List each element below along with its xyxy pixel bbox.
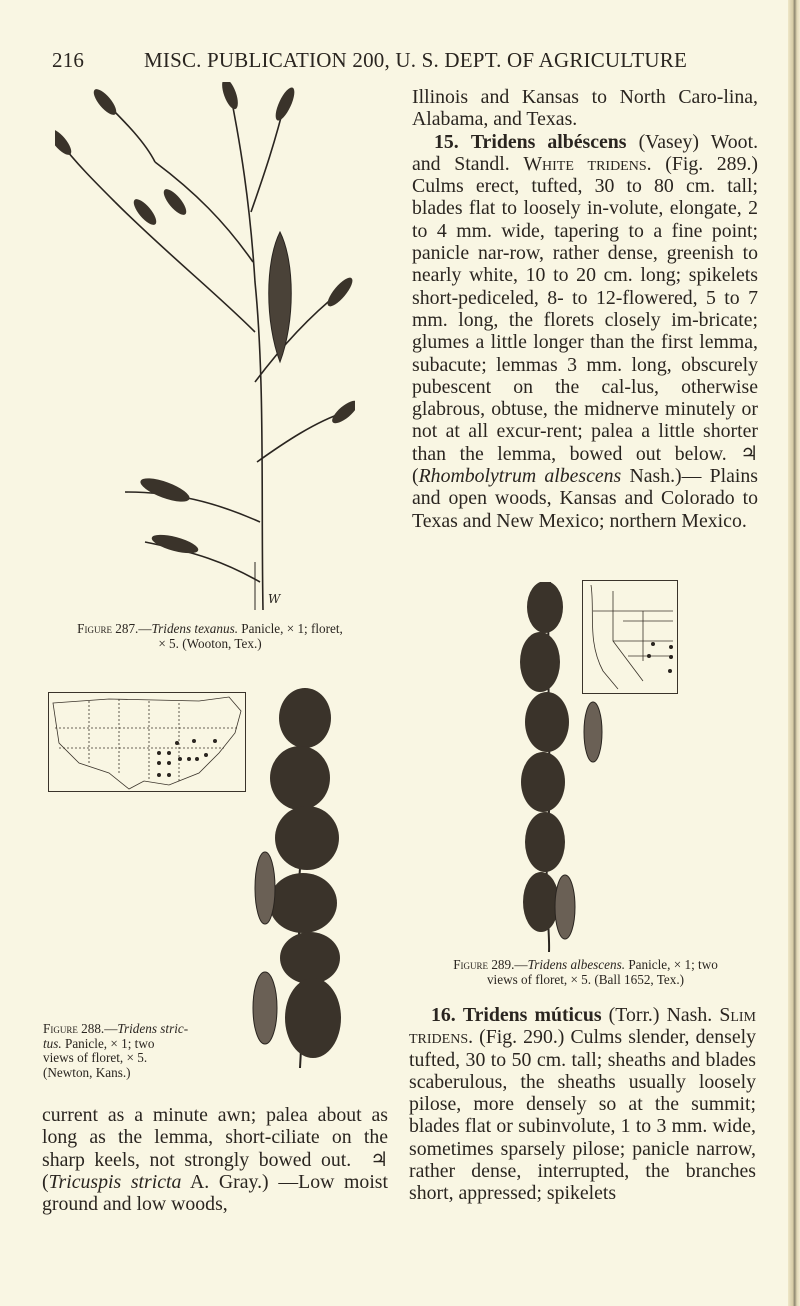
- page-number: 216: [52, 48, 85, 72]
- left-column-text: current as a minute awn; palea about as long as the lemma, short-ciliate on the sharp keels, not strongly bowed out. ♃ (Tricuspis stricta A. Gray.) —Low moist ground and low woods,: [42, 1104, 389, 1216]
- common-name: White tridens.: [523, 152, 652, 175]
- perennial-symbol: ♃: [740, 442, 758, 465]
- species-name: Tridens múticus: [462, 1004, 602, 1026]
- running-title: MISC. PUBLICATION 200, U. S. DEPT. OF AGRICULTURE: [144, 48, 688, 72]
- grass-panicle-drawing-icon: [55, 82, 355, 612]
- right-column-text-top: [412, 86, 758, 532]
- figure-289-distribution-map: [582, 580, 678, 694]
- species-16-entry: 16. Tridens múticus (Torr.) Nash. Slim tridens. (Fig. 290.) Culms slender, densely tufted, 30 to 50 cm. tall; sheaths and blades scaberulous, the sheaths usually loosely pilose, more densely so at the summit; blades flat or subinvolute, 1 to 3 mm. wide, sometimes sparsely pilose; panicle narrow, rather dense, interrupted, the branches short, appressed; spikelets: [409, 1004, 757, 1205]
- common-name: Slim tridens.: [409, 1004, 757, 1049]
- figure-287-illustration: [55, 82, 355, 612]
- figure-287-caption: Figure 287.—Tridens texanus. Panicle, × 1; floret, × 5. (Wooton, Tex.): [77, 621, 343, 651]
- figure-288-distribution-map: [48, 692, 246, 792]
- perennial-symbol: ♃: [370, 1148, 388, 1171]
- us-map-icon: [49, 693, 245, 791]
- figure-288-caption: Figure 288.—Tridens stric- tus. Panicle, × 1; two views of floret, × 5. (Newton, Kans.): [43, 1021, 189, 1080]
- western-us-map-icon: [583, 581, 677, 693]
- continuation-text: Illinois and Kansas to North Caro-lina, Alabama, and Texas.: [412, 86, 758, 131]
- figure-288-illustration: [225, 688, 365, 1070]
- species-name: Tridens albéscens: [470, 130, 627, 153]
- species-15-entry: 15. Tridens albéscens (Vasey) Woot. and Standl. White tridens. (Fig. 289.) Culms erect, tufted, 30 to 80 cm. tall; blades flat to loosely in-volute, elongate, 2 to 4 mm. wide, tapering to a fine point; panicle nar-row, rather dense, greenish to nearly white, 10 to 20 cm. long; spikelets short-pediceled, 8- to 12-flowered, 5 to 7 mm. long, the florets closely im-bricate; glumes a little longer than the first lemma, subacute; lemmas 3 mm. long, obscurely pubescent on the cal-lus, otherwise glabrous, obtuse, the midnerve minutely or not at all excur-rent; palea a little shorter than the lemma, bowed out below. ♃ (Rhombolytrum albescens Nash.)— Plains and open woods, Kansas and Colorado to Texas and New Mexico; northern Mexico.: [412, 130, 759, 532]
- book-binding-edge: [788, 0, 800, 1306]
- dense-panicle-drawing-icon: [225, 688, 365, 1070]
- figure-289-caption: Figure 289.—Tridens albescens. Panicle, × 1; two views of floret, × 5. (Ball 1652, Tex.): [453, 957, 718, 987]
- artist-mark: W: [268, 592, 281, 606]
- right-column-text-bottom: [409, 1004, 756, 1205]
